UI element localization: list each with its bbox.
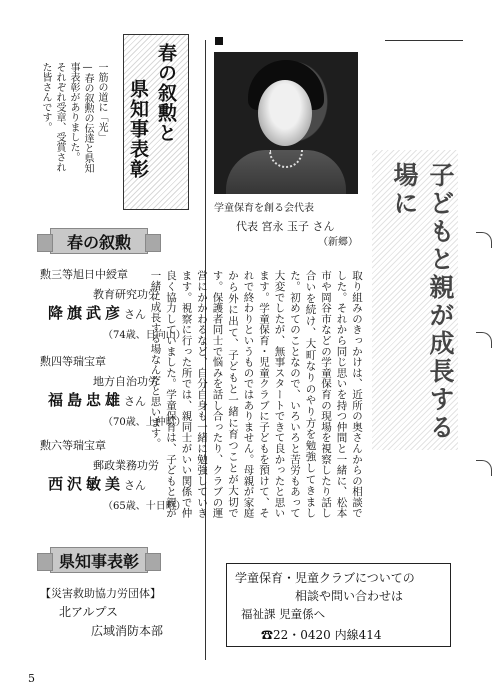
contact-line-1: 学童保育・児童クラブについての xyxy=(235,571,415,585)
governor-award-heading: 県知事表彰 xyxy=(50,547,148,573)
award-name: 福島忠雄 xyxy=(48,391,125,409)
title-line-2: 県知事表彰 xyxy=(127,79,149,179)
award-rank: 勲三等旭日中綬章 xyxy=(40,268,128,281)
award-field: 地方自治功労 xyxy=(93,375,159,388)
award-honorific: さん xyxy=(124,479,147,492)
intro-line: 一筋の道に「光」 xyxy=(96,62,107,142)
governor-award-category: 【災害救助協力労団体】 xyxy=(40,587,161,600)
corner-ornament xyxy=(476,332,492,348)
award-field: 郵政業務功労 xyxy=(93,459,159,472)
award-name: 降旗武彦 xyxy=(48,304,125,322)
contact-line-2: 相談や問い合わせは xyxy=(295,589,404,603)
intro-line: —春の叙勲の伝達と県知 xyxy=(82,62,93,173)
intro-line: それぞれ受章、受賞され xyxy=(54,62,65,172)
article-body: 取り組みのきっかけは、近所の奥さんからの相談でした。それから同じ思いを持つ仲間と一緒に、松本市や岡谷市などの学童保育の現場を視察したり話し合いを続け、大町なりのやり方を勉強してきました。初めてのことなので、いろいろと苦労もあって大変でしたが、無事スタートできて良かったと思います。学童保育・児童クラブに子どもを預けて、それで終わりというものではありません。母親が家庭から外に出て、子どもと一緒に育つことが大切です。保護者同士で悩みを話し合ったり、クラブの運営にかかわるなど、自分自身も一緒に勉強していきます。視察に行った所では、親同士がいい関係で仲良く協力していました。学童保育は、子どもと親が一緒に成長する場なんだと思います。 xyxy=(149,270,363,518)
intro-line: た皆さんです。 xyxy=(40,62,51,132)
spring-decoration-heading: 春の叙勲 xyxy=(50,228,148,254)
corner-ornament xyxy=(476,460,492,476)
award-age-place: （74歳、日向山） xyxy=(103,330,186,341)
photo-caption-place: （新郷） xyxy=(318,237,358,248)
article-headline: 子どもと親が成長する場に xyxy=(390,162,455,442)
award-field: 教育研究功労 xyxy=(93,288,159,301)
governor-award-org-line-2: 広域消防本部 xyxy=(91,624,164,638)
contact-phone: ☎22・0420 内線414 xyxy=(261,628,382,642)
contact-department: 福祉課 児童係へ xyxy=(241,607,326,621)
photo-face-shape xyxy=(258,80,312,146)
governor-award-org-line-1: 北アルプス xyxy=(59,605,119,619)
award-honorific: さん xyxy=(124,308,147,321)
corner-ornament xyxy=(476,232,492,248)
photo-caption-organization: 学童保育を創る会代表 xyxy=(214,203,314,214)
award-age-place: （65歳、十日町） xyxy=(103,501,186,512)
contact-box xyxy=(226,563,451,647)
headline-box xyxy=(364,150,464,450)
award-age-place: （70歳、上仲町） xyxy=(103,417,186,428)
title-line-1: 春の叙勲と xyxy=(155,43,177,143)
award-honorific: さん xyxy=(124,395,147,408)
award-name: 西沢敏美 xyxy=(48,475,125,493)
awards-title-box xyxy=(123,34,189,210)
page-number: 5 xyxy=(28,672,35,685)
intro-line: 事表彰がありました。 xyxy=(68,62,79,162)
portrait-photo xyxy=(214,52,358,194)
award-rank: 勲六等瑞宝章 xyxy=(40,439,106,452)
intro-text xyxy=(38,62,108,194)
section-marker-square xyxy=(215,37,223,45)
top-rule xyxy=(385,40,463,41)
award-rank: 勲四等瑞宝章 xyxy=(40,355,106,368)
photo-caption-person: 代表 宮永 玉子 さん xyxy=(236,220,335,233)
